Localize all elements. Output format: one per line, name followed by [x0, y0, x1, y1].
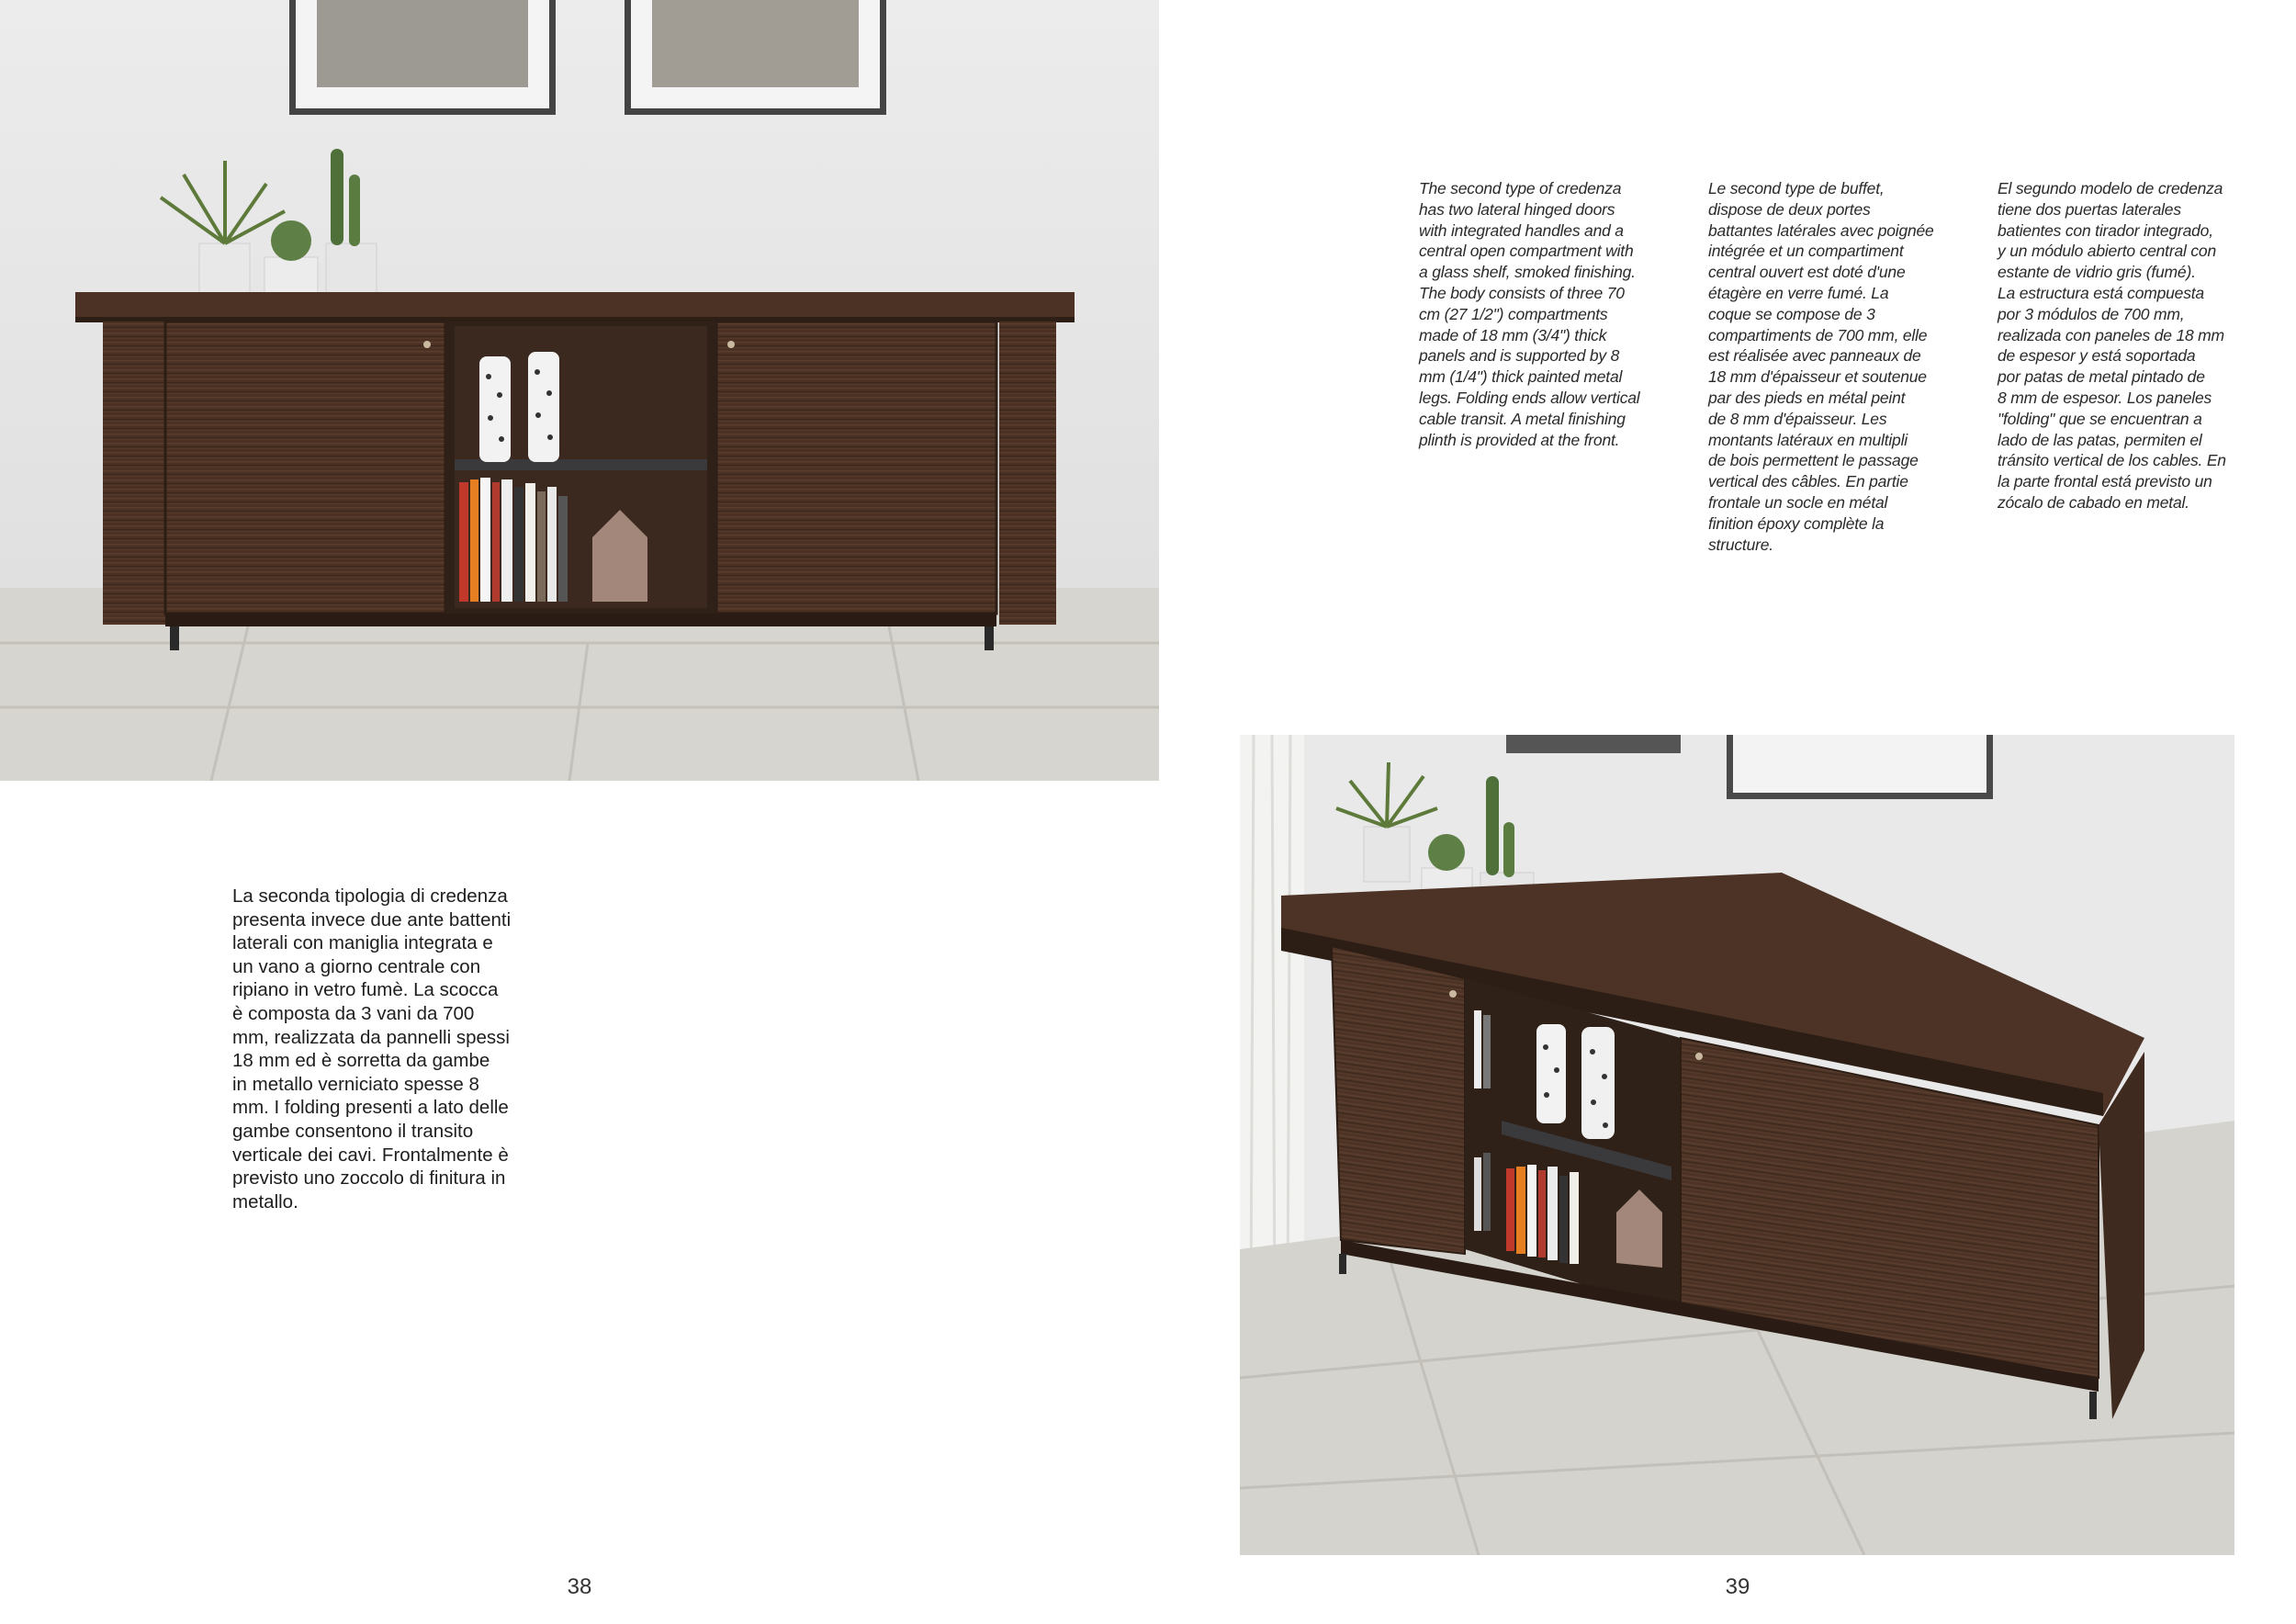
credenza-front-photo: [0, 0, 1159, 781]
description-french: Le second type de buffet, dispose de deux portes battantes latérales avec poignée intégrée et un compartiment central ouvert est doté d'une étagère en verre fumé. La coque se compose de 3 compartiments de 700 mm, elle est réalisée avec panneaux de 18 mm d'épaisseur et soutenue par des pieds en métal peint de 8 mm d'épaisseur. Les montants latéraux en multipli de bois permettent le passage vertical des câbles. En partie frontale un socle en métal finition époxy complète la structure.: [1708, 179, 1934, 554]
description-spanish: El segundo modelo de credenza tiene dos puertas laterales batientes con tirador integrado, y un módulo abierto central con estante de vidrio gris (fumé). La estructura está compuesta por 3 módulos de 700 mm, realizada con paneles de 18 mm de espesor y está soportada por patas de metal pintado de 8 mm de espesor. Los paneles "folding" que se encuentran a lado de las patas, permiten el tránsito vertical de los cables. En la parte frontal está previsto un zócalo de cabado en metal.: [1998, 179, 2226, 512]
wall-frame-right: [625, 0, 886, 115]
description-italian: La seconda tipologia di credenza presenta invece due ante battenti laterali con maniglia integrata e un vano a giorno centrale con ripiano in vetro fumè. La scocca è composta da 3 vani da 700 mm, realizzata da pannelli spessi 18 mm ed è sorretta da gambe in metallo verniciato spesse 8 mm. I folding presenti a lato delle gambe consentono il transito verticale dei cavi. Frontalmente è previsto uno zoccolo di finitura in metallo.: [232, 885, 512, 1212]
credenza-perspective-photo: [1240, 735, 2234, 1555]
page-number-right: 39: [1725, 1574, 1750, 1599]
wall-frame-left: [289, 0, 556, 115]
page-number-left: 38: [567, 1574, 592, 1599]
description-english: The second type of credenza has two lateral hinged doors with integrated handles and a central open compartment with a glass shelf, smoked finishing. The body consists of three 70 cm (27 1/2") compartments made of 18 mm (3/4") thick panels and is supported by 8 mm (1/4") thick painted metal legs. Folding ends allow vertical cable transit. A metal finishing plinth is provided at the front.: [1419, 179, 1640, 449]
